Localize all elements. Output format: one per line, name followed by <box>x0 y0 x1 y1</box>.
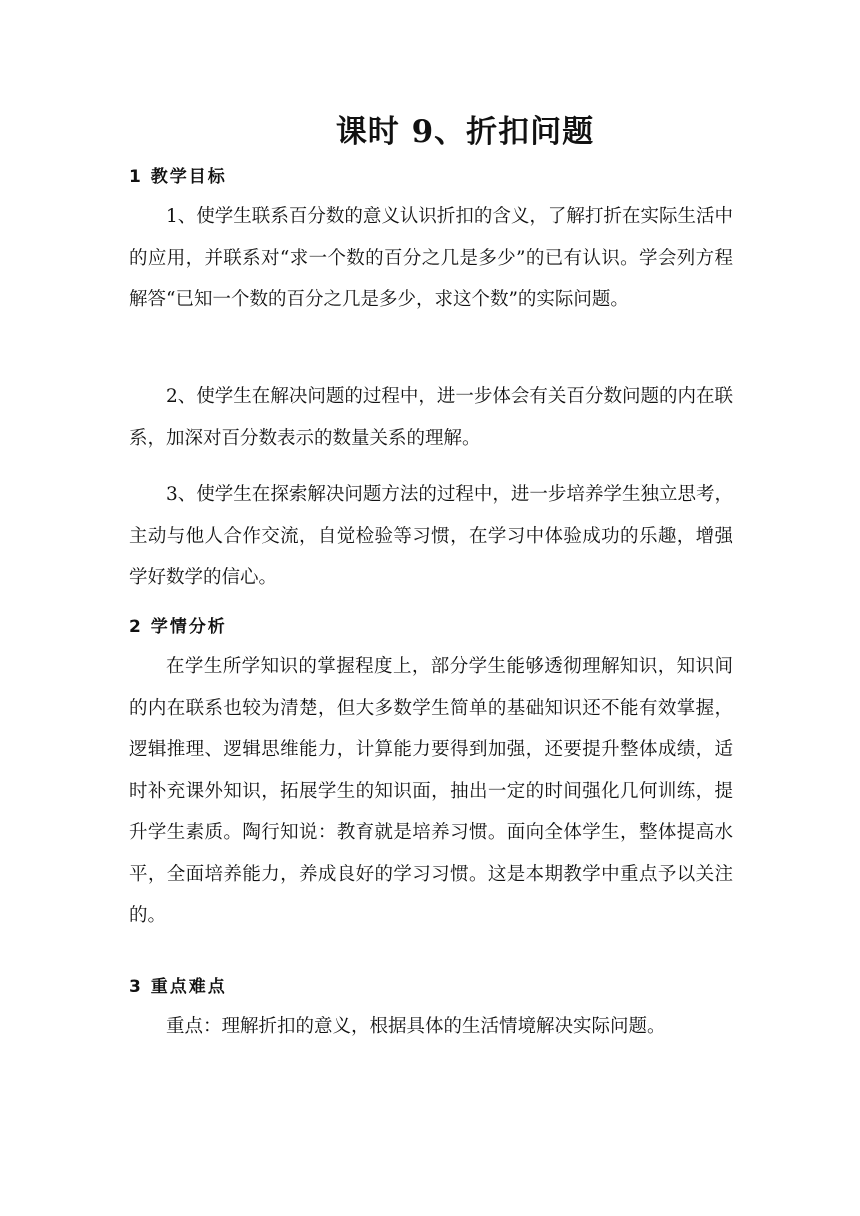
key-points-paragraph: 重点：理解折扣的意义，根据具体的生活情境解决实际问题。 <box>166 1016 666 1037</box>
section-heading-key-points: 3 重点难点 <box>129 977 227 997</box>
document-title: 课时 9、折扣问题 <box>335 114 595 150</box>
goal-paragraph-3: 3、使学生在探索解决问题方法的过程中，进一步培养学生独立思考，主动与他人合作交流，自觉检验等习惯，在学习中体验成功的乐趣，增强学好数学的信心。 <box>129 484 733 588</box>
section-heading-teaching-goals: 1 教学目标 <box>129 167 227 187</box>
analysis-paragraph: 在学生所学知识的掌握程度上，部分学生能够透彻理解知识，知识间的内在联系也较为清楚，但大多数学生简单的基础知识还不能有效掌握，逻辑推理、逻辑思维能力，计算能力要得到加强，还要提升整体成绩，适时补充课外知识，拓展学生的知识面，抽出一定的时间强化几何训练，提升学生素质。陶行知说：教育就是培养习惯。面向全体学生，整体提高水平，全面培养能力，养成良好的学习习惯。这是本期教学中重点予以关注的。 <box>129 656 733 926</box>
section-heading-learning-analysis: 2 学情分析 <box>129 617 227 637</box>
goal-paragraph-2: 2、使学生在解决问题的过程中，进一步体会有关百分数问题的内在联系，加深对百分数表示的数量关系的理解。 <box>129 386 733 449</box>
goal-paragraph-1: 1、使学生联系百分数的意义认识折扣的含义，了解打折在实际生活中的应用，并联系对“求一个数的百分之几是多少”的已有认识。学会列方程解答“已知一个数的百分之几是多少，求这个数”的实际问题。 <box>129 206 733 310</box>
